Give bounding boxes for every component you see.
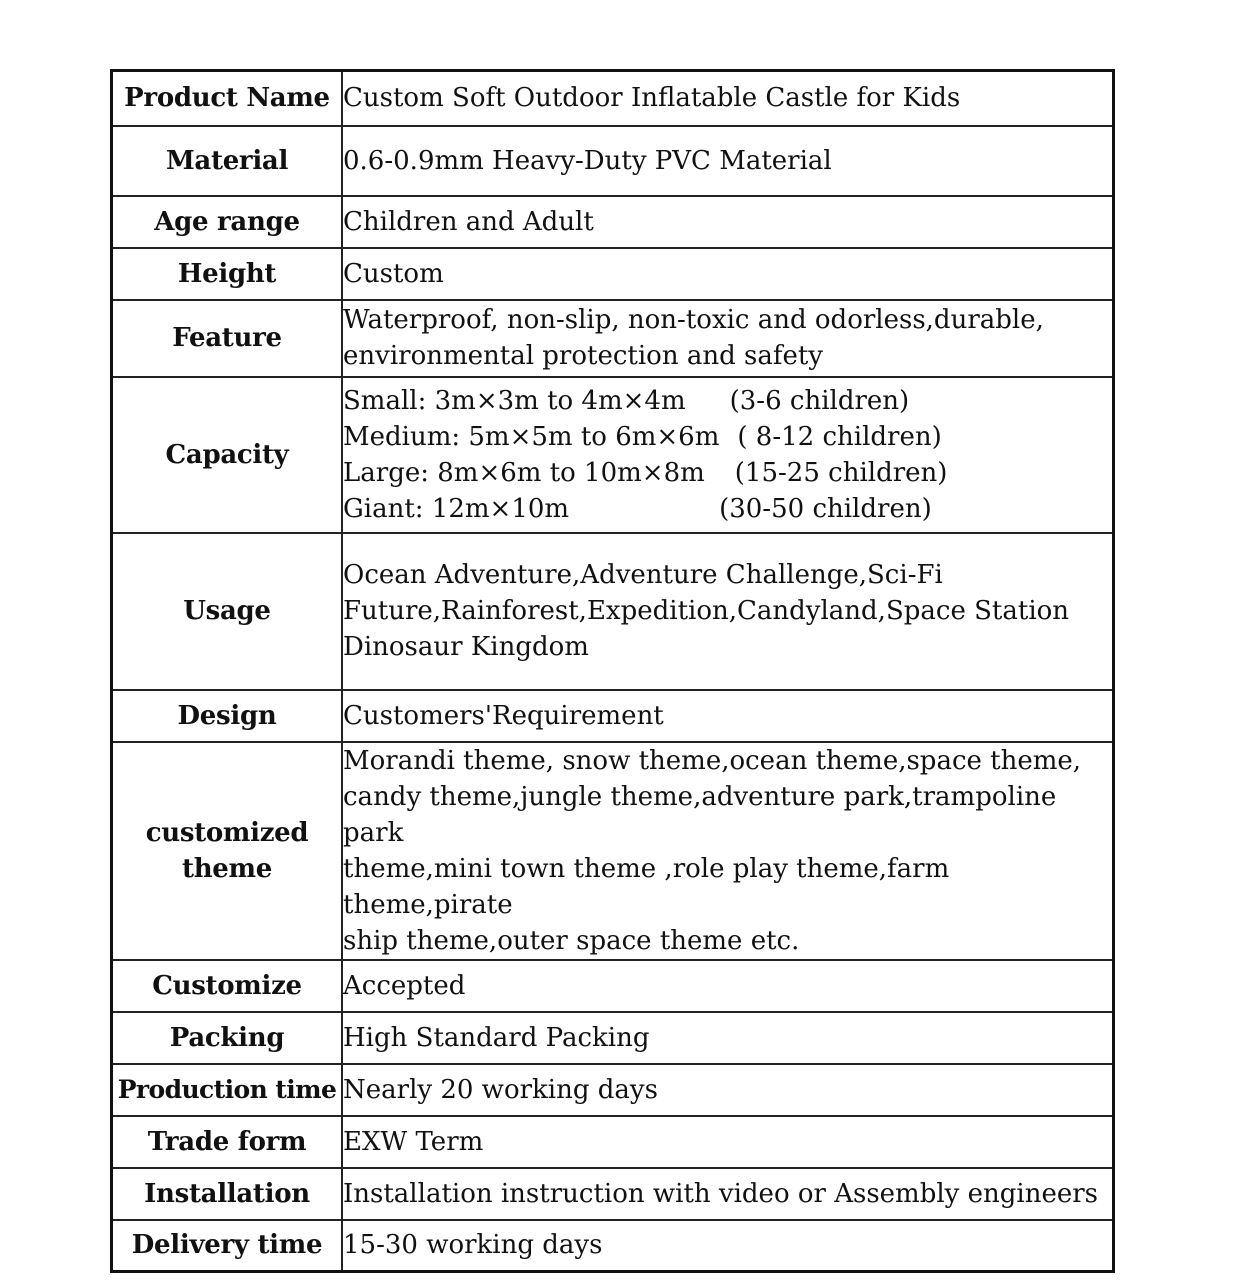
row-label: Age range: [112, 196, 343, 248]
row-value: EXW Term: [342, 1116, 1114, 1168]
table-row-usage: [112, 533, 1114, 690]
row-value: [342, 300, 1114, 377]
capacity-item: [343, 455, 1112, 491]
row-label: Production time: [112, 1064, 343, 1116]
table-row-material: [112, 126, 1114, 196]
row-label: Design: [112, 690, 343, 742]
table-row-height: [112, 248, 1114, 300]
value-line: Future,Rainforest,Expedition,Candyland,Space Station: [343, 596, 1070, 626]
row-value: Custom: [342, 248, 1114, 300]
value-line: Dinosaur Kingdom: [343, 632, 589, 662]
capacity-item: [343, 419, 1112, 455]
label-line: theme: [181, 853, 272, 884]
row-value: Installation instruction with video or Assembly engineers: [342, 1168, 1114, 1220]
row-label: Installation: [112, 1168, 343, 1220]
value-line: candy theme,jungle theme,adventure park,trampoline park: [343, 781, 1057, 848]
row-value: [342, 533, 1114, 690]
table-row-age-range: [112, 196, 1114, 248]
value-line: ship theme,outer space theme etc.: [343, 925, 800, 956]
table-row-product-name: [112, 71, 1114, 126]
table-row-packing: [112, 1012, 1114, 1064]
row-label: Packing: [112, 1012, 343, 1064]
row-label: Product Name: [112, 71, 343, 126]
table-row-customize: [112, 960, 1114, 1012]
table-row-capacity: [112, 377, 1114, 533]
row-value: Children and Adult: [342, 196, 1114, 248]
capacity-item: [343, 491, 1112, 527]
capacity-count: (30-50 children): [719, 493, 932, 524]
table-row-delivery-time: [112, 1220, 1114, 1272]
row-label: [112, 742, 343, 960]
row-label: Trade form: [112, 1116, 343, 1168]
table-row-feature: [112, 300, 1114, 377]
row-value: 0.6-0.9mm Heavy-Duty PVC Material: [342, 126, 1114, 196]
product-spec-table: [110, 69, 1115, 1273]
row-label: Usage: [112, 533, 343, 690]
row-value: Accepted: [342, 960, 1114, 1012]
row-label: Height: [112, 248, 343, 300]
row-value: 15-30 working days: [342, 1220, 1114, 1272]
capacity-size: Medium: 5m×5m to 6m×6m: [343, 421, 720, 452]
capacity-item: [343, 383, 1112, 419]
row-value: High Standard Packing: [342, 1012, 1114, 1064]
table-row-design: [112, 690, 1114, 742]
value-line: environmental protection and safety: [343, 341, 823, 371]
value-line: Morandi theme, snow theme,ocean theme,space theme,: [343, 745, 1082, 776]
capacity-count: (15-25 children): [734, 457, 948, 488]
value-line: theme,mini town theme ,role play theme,farm theme,pirate: [343, 853, 950, 920]
capacity-count: (3-6 children): [729, 385, 910, 416]
row-label: Feature: [112, 300, 343, 377]
table-row-production-time: [112, 1064, 1114, 1116]
row-value: Custom Soft Outdoor Inflatable Castle for Kids: [342, 71, 1114, 126]
label-line: customized: [145, 817, 309, 848]
capacity-size: Small: 3m×3m to 4m×4m: [343, 385, 686, 416]
value-line: Waterproof, non-slip, non-toxic and odorless,durable,: [343, 305, 1044, 335]
row-label: Customize: [112, 960, 343, 1012]
row-label: Material: [112, 126, 343, 196]
capacity-list: [342, 377, 1114, 533]
capacity-count: ( 8-12 children): [737, 421, 942, 452]
value-line: Ocean Adventure,Adventure Challenge,Sci-Fi: [343, 560, 943, 590]
row-label: Delivery time: [112, 1220, 343, 1272]
table-row-customized-theme: [112, 742, 1114, 960]
table-row-installation: [112, 1168, 1114, 1220]
row-label: Capacity: [112, 377, 343, 533]
row-value: Customers'Requirement: [342, 690, 1114, 742]
capacity-size: Giant: 12m×10m: [343, 493, 570, 524]
row-value: Nearly 20 working days: [342, 1064, 1114, 1116]
row-value: [342, 742, 1114, 960]
capacity-size: Large: 8m×6m to 10m×8m: [343, 457, 705, 488]
table-row-trade-form: [112, 1116, 1114, 1168]
